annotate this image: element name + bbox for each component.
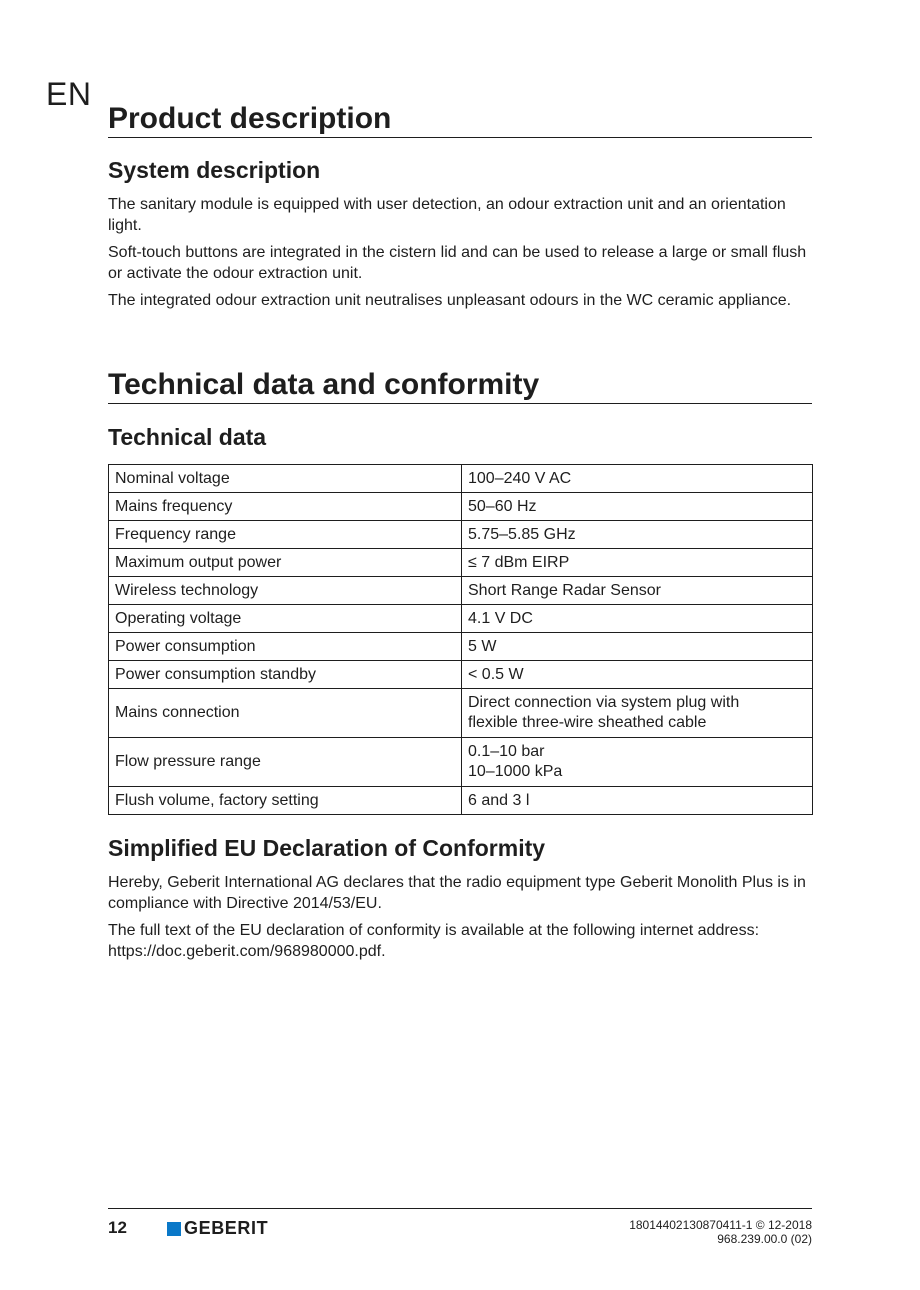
system-description-paragraph: The sanitary module is equipped with user detection, an odour extraction unit and an orientation light. — [108, 196, 786, 234]
document-version: 968.239.00.0 (02) — [717, 1232, 812, 1246]
system-description-paragraph: Soft-touch buttons are integrated in the cistern lid and can be used to release a large or small flush or activate the odour extraction unit. — [108, 244, 807, 282]
table-label-cell: Mains connection — [109, 689, 462, 738]
table-label-cell: Flush volume, factory setting — [109, 787, 462, 815]
table-row — [109, 521, 813, 549]
table-value-line: 0.1–10 bar — [468, 743, 545, 760]
table-row — [109, 738, 813, 787]
table-value-cell — [462, 689, 813, 738]
table-label-cell: Maximum output power — [109, 549, 462, 577]
page-number: 12 — [108, 1218, 127, 1237]
table-label-cell: Power consumption — [109, 633, 462, 661]
table-row — [109, 549, 813, 577]
table-row — [109, 689, 813, 738]
table-value-cell: 50–60 Hz — [462, 493, 813, 521]
system-description-paragraph: The integrated odour extraction unit neutralises unpleasant odours in the WC ceramic appliance. — [108, 292, 792, 309]
table-row — [109, 577, 813, 605]
table-row — [109, 661, 813, 689]
table-label-cell: Nominal voltage — [109, 465, 462, 493]
document-code: 18014402130870411-1 © 12-2018 — [629, 1218, 812, 1232]
brand-logo — [167, 1218, 268, 1239]
table-value-cell: 5.75–5.85 GHz — [462, 521, 813, 549]
system-description-heading: System description — [108, 157, 321, 183]
technical-data-conformity-heading: Technical data and conformity — [108, 368, 812, 404]
table-value-line: 10–1000 kPa — [468, 763, 563, 780]
footer-divider — [108, 1208, 812, 1209]
table-label-cell: Power consumption standby — [109, 661, 462, 689]
table-row — [109, 465, 813, 493]
table-value-cell — [462, 738, 813, 787]
brand-name: GEBERIT — [184, 1218, 269, 1238]
table-label-cell: Wireless technology — [109, 577, 462, 605]
table-row — [109, 787, 813, 815]
table-value-cell: 6 and 3 l — [462, 787, 813, 815]
table-label-cell: Operating voltage — [109, 605, 462, 633]
table-value-cell: 5 W — [462, 633, 813, 661]
conformity-paragraph: Hereby, Geberit International AG declares that the radio equipment type Geberit Monolith Plus is in compliance with Directive 2014/53/EU. — [108, 874, 806, 912]
technical-data-heading: Technical data — [108, 424, 267, 450]
table-label-cell: Mains frequency — [109, 493, 462, 521]
document-reference — [629, 1218, 812, 1246]
table-value-cell: 100–240 V AC — [462, 465, 813, 493]
table-value-cell: < 0.5 W — [462, 661, 813, 689]
table-value-cell: 4.1 V DC — [462, 605, 813, 633]
table-label-cell: Flow pressure range — [109, 738, 462, 787]
technical-data-table — [108, 464, 813, 815]
conformity-paragraph: The full text of the EU declaration of conformity is available at the following internet address: https://doc.geberit.com/968980000.pdf. — [108, 922, 760, 960]
table-value-line: Direct connection via system plug with — [468, 694, 740, 711]
table-row — [109, 633, 813, 661]
brand-square-icon — [167, 1222, 181, 1236]
table-value-cell: ≤ 7 dBm EIRP — [462, 549, 813, 577]
table-value-line: flexible three-wire sheathed cable — [468, 714, 707, 731]
table-row — [109, 493, 813, 521]
conformity-heading: Simplified EU Declaration of Conformity — [108, 835, 546, 861]
product-description-heading: Product description — [108, 102, 812, 138]
table-value-cell: Short Range Radar Sensor — [462, 577, 813, 605]
language-tag: EN — [46, 76, 92, 112]
table-label-cell: Frequency range — [109, 521, 462, 549]
table-row — [109, 605, 813, 633]
